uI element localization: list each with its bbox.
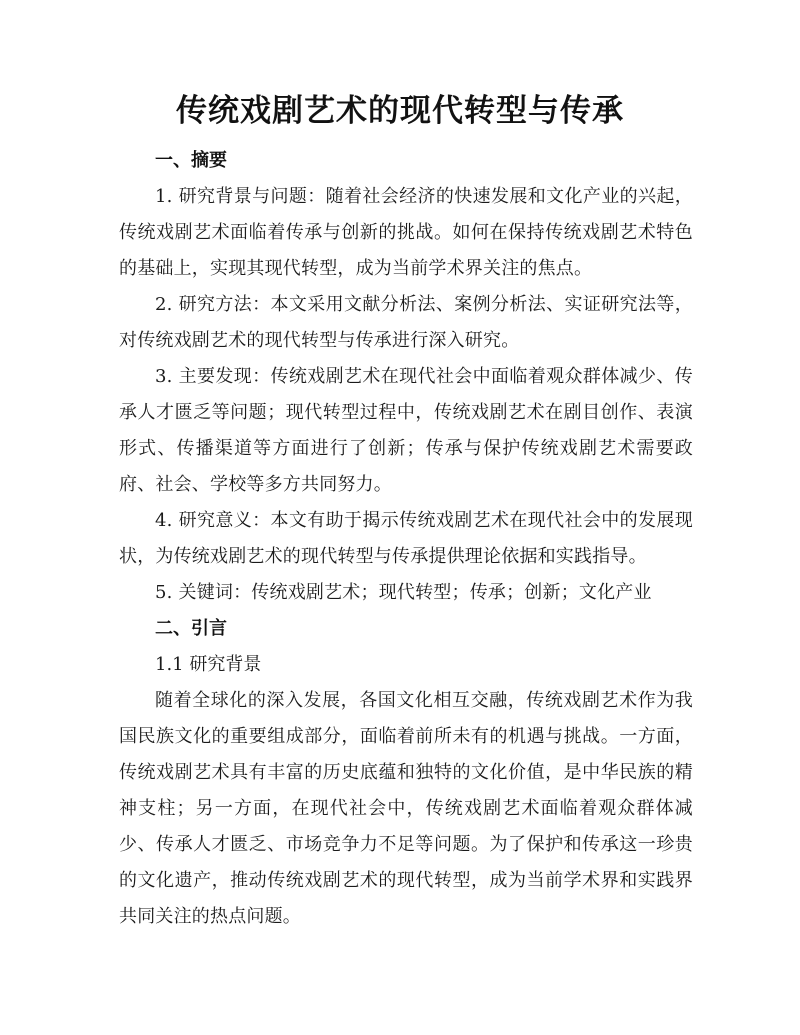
abstract-item-keywords: 5. 关键词：传统戏剧艺术；现代转型；传承；创新；文化产业 <box>155 582 652 603</box>
abstract-item-methods: 2. 研究方法：本文采用文献分析法、案例分析法、实证研究法等，对传统戏剧艺术的现代转型与传承进行深入研究。 <box>119 294 693 351</box>
introduction-paragraph: 随着全球化的深入发展，各国文化相互交融，传统戏剧艺术作为我国民族文化的重要组成部分，面临着前所未有的机遇与挑战。一方面，传统戏剧艺术具有丰富的历史底蕴和独特的文化价值，是中华民族的精神支柱；另一方面，在现代社会中，传统戏剧艺术面临着观众群体减少、传承人才匮乏、市场竞争力不足等问题。为了保护和传承这一珍贵的文化遗产，推动传统戏剧艺术的现代转型，成为当前学术界和实践界共同关注的热点问题。 <box>119 690 693 927</box>
section-heading-introduction: 二、引言 <box>155 618 227 639</box>
subsection-heading-background: 1.1 研究背景 <box>155 654 262 675</box>
abstract-item-background: 1. 研究背景与问题：随着社会经济的快速发展和文化产业的兴起，传统戏剧艺术面临着传承与创新的挑战。如何在保持传统戏剧艺术特色的基础上，实现其现代转型，成为当前学术界关注的焦点。 <box>119 186 693 279</box>
document-body <box>119 143 693 935</box>
page-title: 传统戏剧艺术的现代转型与传承 <box>176 93 624 129</box>
abstract-item-findings: 3. 主要发现：传统戏剧艺术在现代社会中面临着观众群体减少、传承人才匮乏等问题；现代转型过程中，传统戏剧艺术在剧目创作、表演形式、传播渠道等方面进行了创新；传承与保护传统戏剧艺术需要政府、社会、学校等多方共同努力。 <box>119 366 693 495</box>
section-heading-abstract: 一、摘要 <box>155 150 227 171</box>
abstract-item-significance: 4. 研究意义：本文有助于揭示传统戏剧艺术在现代社会中的发展现状，为传统戏剧艺术的现代转型与传承提供理论依据和实践指导。 <box>119 510 693 567</box>
